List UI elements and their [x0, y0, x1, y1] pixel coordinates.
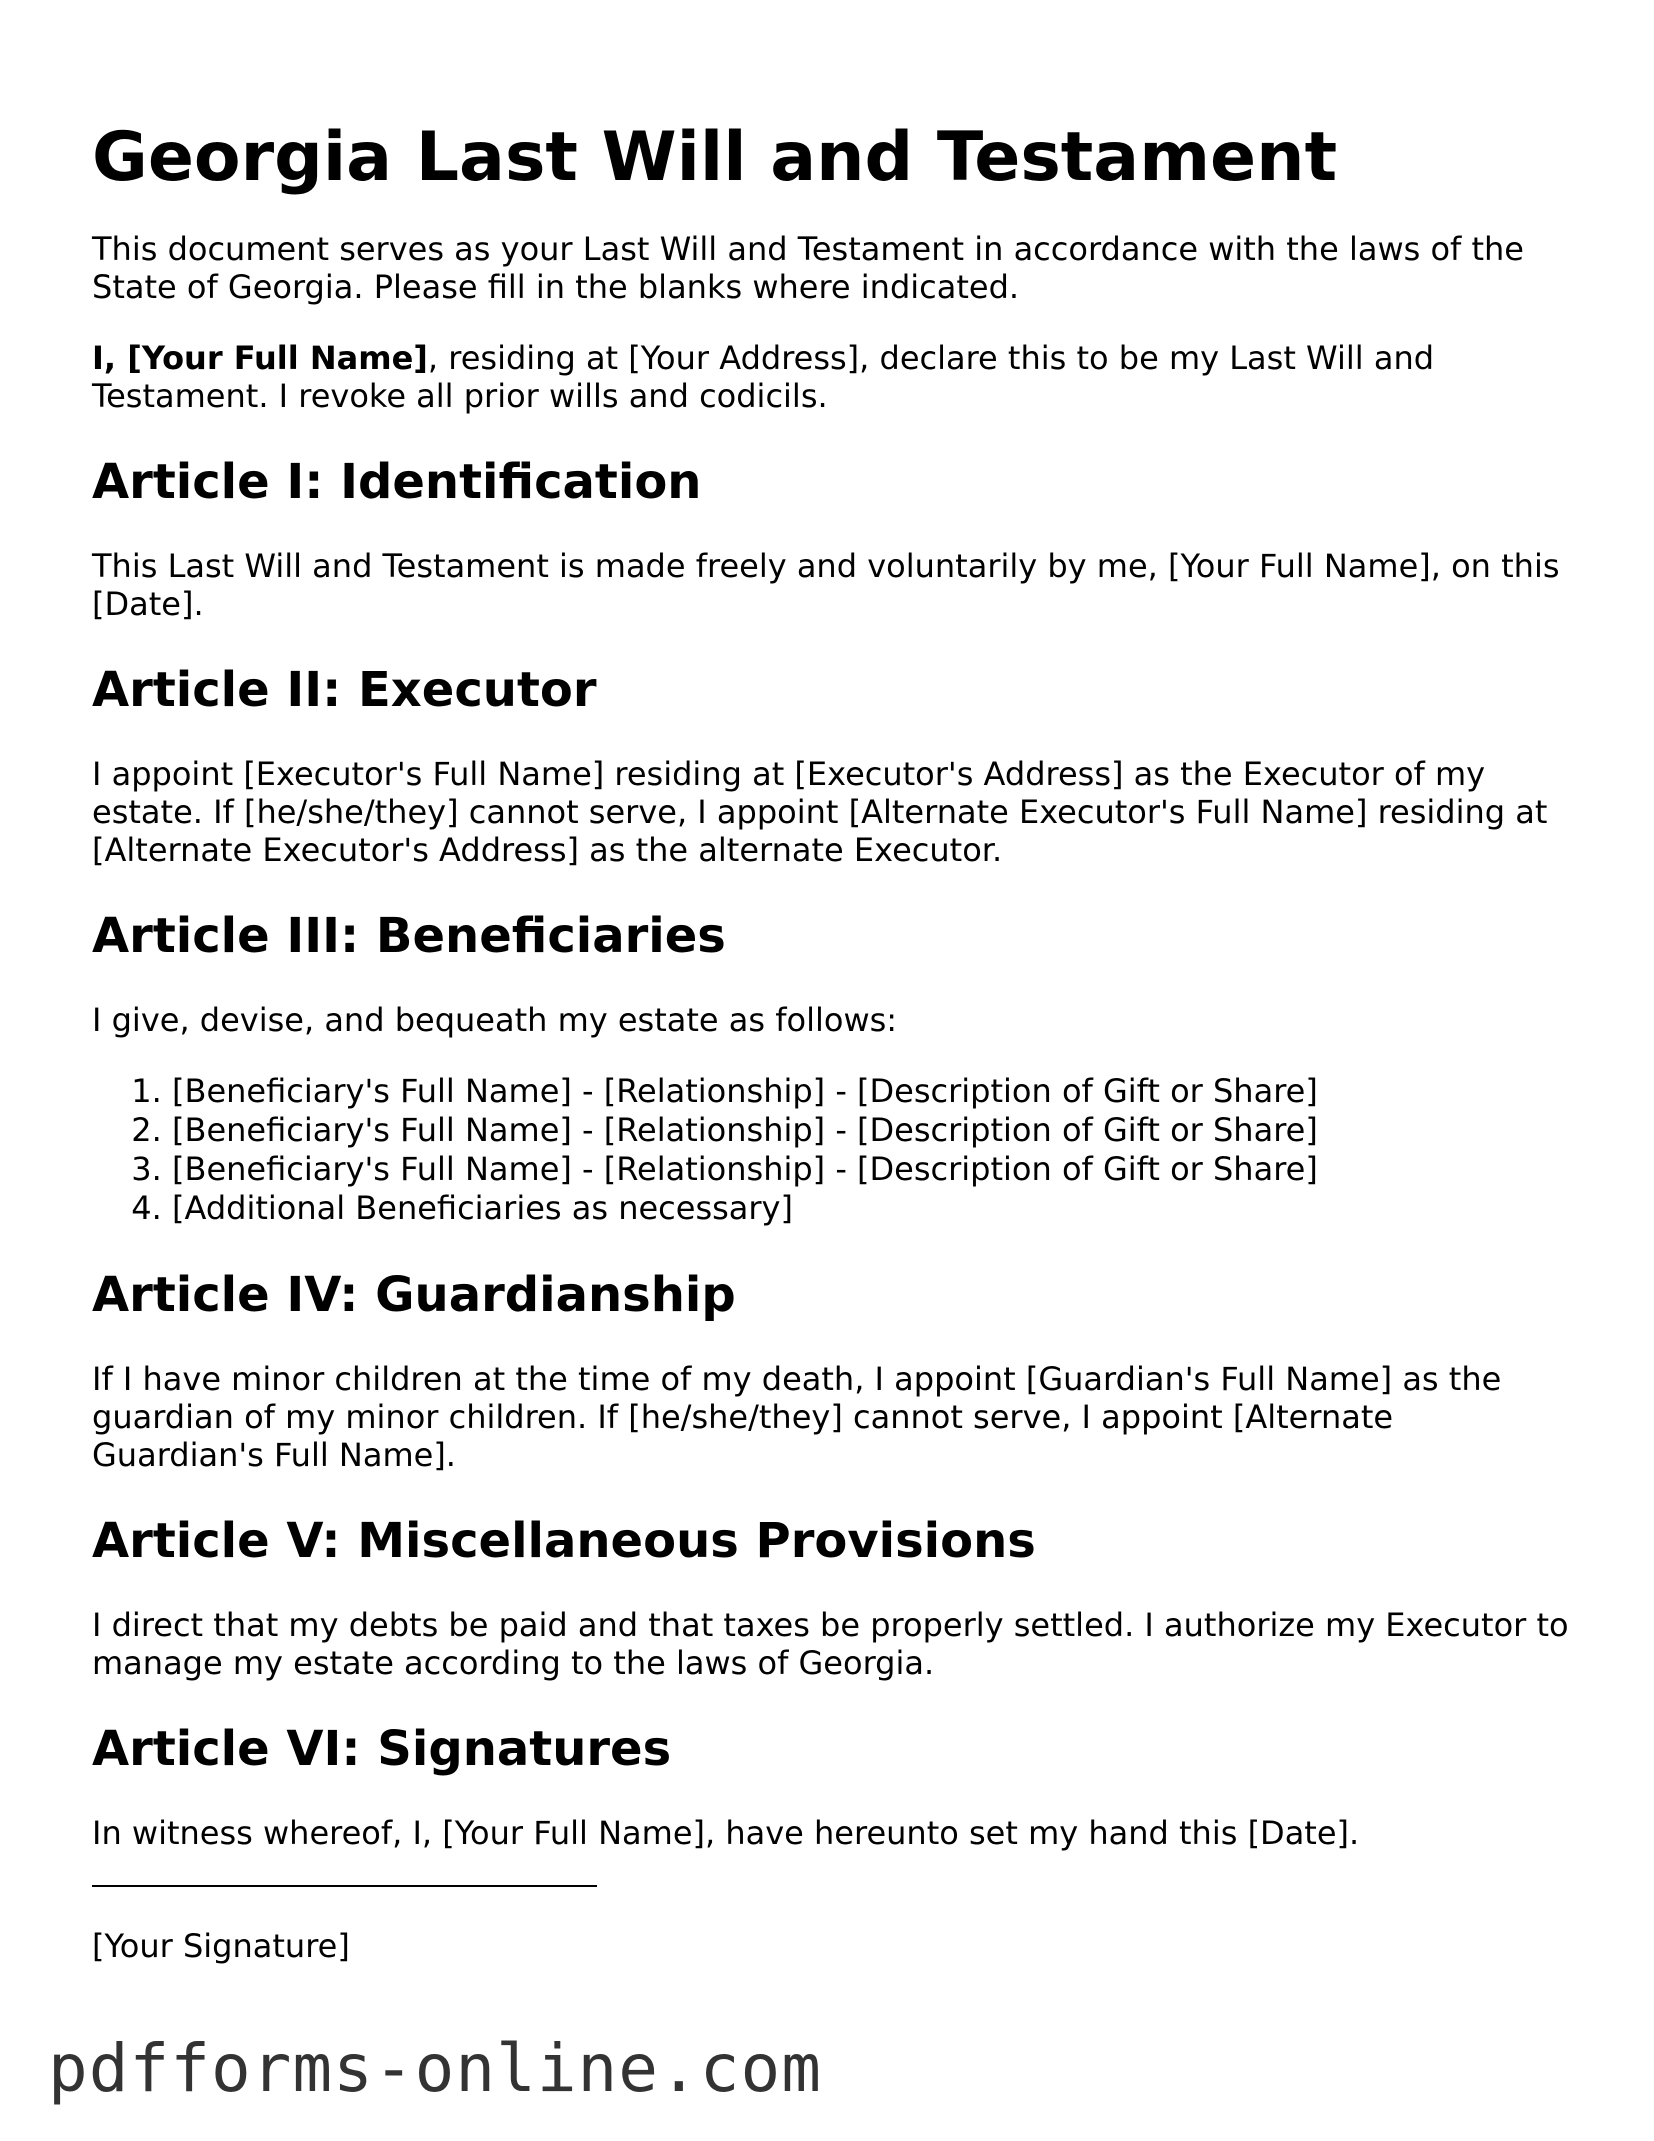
- article-guardianship-heading: Article IV: Guardianship: [92, 1267, 736, 1323]
- article-miscellaneous-text: I direct that my debts be paid and that taxes be properly settled. I authorize my Executor to manage my estate according to the laws of Georgia.: [92, 1606, 1569, 1682]
- article-beneficiaries-text: I give, devise, and bequeath my estate as follows:: [92, 1001, 898, 1039]
- declaration-text: , residing at [Your Address], declare this to be my Last Will and Testament. I revoke all prior wills and codicils.: [92, 339, 1435, 415]
- article-miscellaneous-heading: Article V: Miscellaneous Provisions: [92, 1513, 1036, 1569]
- article-signatures-text: In witness whereof, I, [Your Full Name], have hereunto set my hand this [Date].: [92, 1814, 1360, 1852]
- list-item: 1. [Beneficiary's Full Name] - [Relationship] - [Description of Gift or Share]: [172, 1072, 1572, 1111]
- list-item: 4. [Additional Beneficiaries as necessary]: [172, 1189, 1572, 1228]
- article-executor-text: I appoint [Executor's Full Name] residing at [Executor's Address] as the Executor of my estate. If [he/she/they] cannot serve, I appoint [Alternate Executor's Full Name] residing at [Alternate Executor's Address] as the alternate Executor.: [92, 755, 1548, 869]
- signature-line: [92, 1885, 597, 1887]
- article-executor-heading: Article II: Executor: [92, 662, 597, 718]
- beneficiaries-list: [92, 1072, 1572, 1228]
- signature-label: [Your Signature]: [92, 1927, 350, 1965]
- document-page: [92, 118, 1572, 1965]
- declaration-paragraph: [92, 339, 1572, 415]
- page-title: Georgia Last Will and Testament: [92, 118, 1338, 197]
- intro-paragraph: This document serves as your Last Will and Testament in accordance with the laws of the State of Georgia. Please fill in the blanks where indicated.: [92, 230, 1524, 306]
- article-signatures-heading: Article VI: Signatures: [92, 1721, 672, 1777]
- article-identification-heading: Article I: Identification: [92, 454, 702, 510]
- list-item: 2. [Beneficiary's Full Name] - [Relationship] - [Description of Gift or Share]: [172, 1111, 1572, 1150]
- article-beneficiaries-heading: Article III: Beneficiaries: [92, 908, 726, 964]
- watermark: pdfforms-online.com: [48, 2030, 822, 2107]
- article-identification-text: This Last Will and Testament is made freely and voluntarily by me, [Your Full Name], on this [Date].: [92, 547, 1560, 623]
- declaration-name: I, [Your Full Name]: [92, 339, 428, 377]
- list-item: 3. [Beneficiary's Full Name] - [Relationship] - [Description of Gift or Share]: [172, 1150, 1572, 1189]
- article-guardianship-text: If I have minor children at the time of my death, I appoint [Guardian's Full Name] as the guardian of my minor children. If [he/she/they] cannot serve, I appoint [Alternate Guardian's Full Name].: [92, 1360, 1502, 1474]
